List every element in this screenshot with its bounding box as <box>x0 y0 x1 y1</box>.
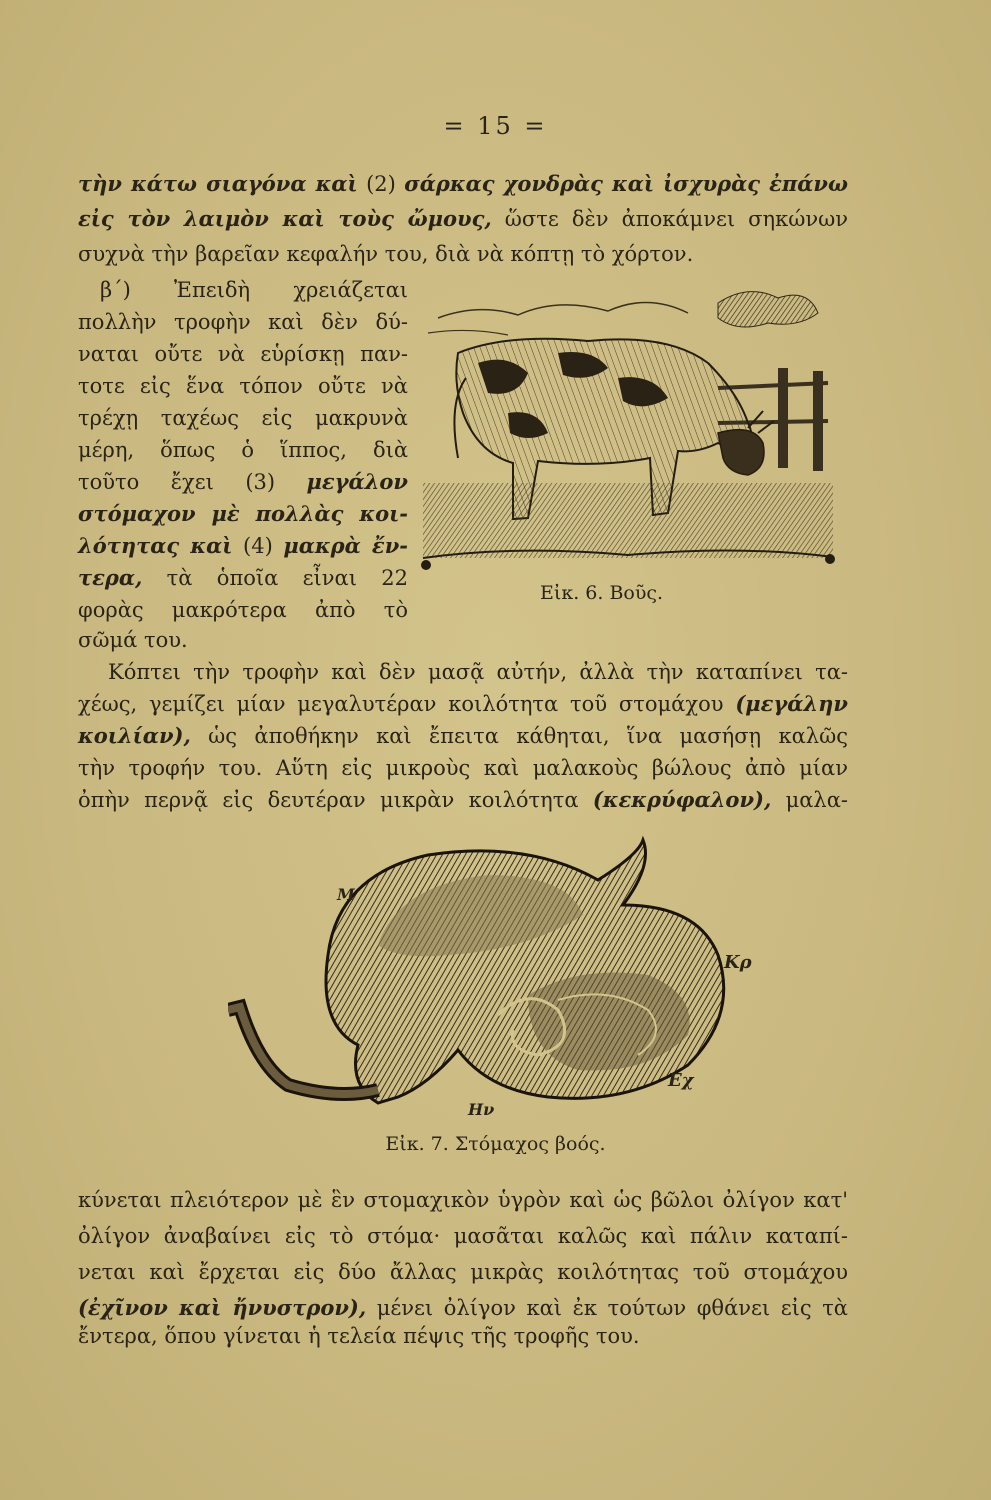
text-line: Κόπτει τὴν τροφὴν καὶ δὲν μασᾷ αὐτήν, ἀλλὰ τὴν καταπίνει τα- <box>108 660 848 684</box>
text-line: ὀλίγον ἀναβαίνει εἰς τὸ στόμα· μασᾶται καλῶς καὶ πάλιν καταπί- <box>78 1224 848 1248</box>
bold-phrase: στόμαχον μὲ πολλὰς κοι- <box>78 501 408 526</box>
bold-phrase: (μεγάλην <box>735 691 848 716</box>
text-span: (2) <box>357 172 405 196</box>
text-line <box>78 500 408 528</box>
figure-label: Μ <box>337 885 355 904</box>
bold-phrase: τερα, <box>78 565 143 590</box>
bold-phrase: κοιλίαν), <box>78 723 191 748</box>
text-line: φορὰς μακρότερα ἀπὸ τὸ <box>78 598 408 622</box>
bold-phrase: τὴν κάτω σιαγόνα καὶ <box>78 171 358 196</box>
text-span: τὰ ὁποῖα εἶναι 22 <box>142 566 408 590</box>
text-line: τὴν τροφήν του. Αὕτη εἰς μικροὺς καὶ μαλακοὺς βώλους ἀπὸ μίαν <box>78 756 848 780</box>
text-line <box>78 564 408 592</box>
text-line: νεται καὶ ἔρχεται εἰς δύο ἄλλας μικρὰς κοιλότητας τοῦ στομάχου <box>78 1260 848 1284</box>
text-line: πολλὴν τροφὴν καὶ δὲν δύ- <box>78 310 408 334</box>
text-span: χέως, γεμίζει μίαν μεγαλυτέραν κοιλότητα τοῦ στομάχου <box>78 692 736 716</box>
figure-caption: Εἰκ. 7. Στόμαχος βοός. <box>385 1133 606 1155</box>
text-span: μαλα- <box>771 788 848 812</box>
bold-phrase: (ἐχῖνον καὶ ἤνυστρον), <box>78 1295 367 1320</box>
figure-label: Εχ <box>668 1070 694 1091</box>
text-line: κύνεται πλειότερον μὲ ἓν στομαχικὸν ὑγρὸν καὶ ὡς βῶλοι ὀλίγον κατ' <box>78 1188 848 1212</box>
text-span: ὡς ἀποθήκην καὶ ἔπειτα κάθηται, ἵνα μασήσῃ καλῶς <box>190 724 848 748</box>
text-line: συχνὰ τὴν βαρεῖαν κεφαλήν του, διὰ νὰ κόπτῃ τὸ χόρτον. <box>78 242 694 266</box>
text-line <box>78 786 848 814</box>
ox-illustration <box>418 283 838 578</box>
bold-phrase: εἰς τὸν λαιμὸν καὶ τοὺς ὤμους, <box>78 206 492 231</box>
bold-phrase: (κεκρύφαλον), <box>592 787 772 812</box>
text-line <box>78 1294 848 1322</box>
text-line <box>78 205 848 233</box>
bold-phrase: σάρκας χονδρὰς καὶ ἰσχυρὰς ἐπάνω <box>404 171 848 196</box>
text-line <box>78 170 848 198</box>
text-line: τοτε εἰς ἕνα τόπον οὔτε νὰ <box>78 374 408 398</box>
text-span: τοῦτο ἔχει (3) <box>78 470 307 494</box>
figure-label: Κρ <box>724 952 752 973</box>
text-line: τρέχῃ ταχέως εἰς μακρυνὰ <box>78 406 408 430</box>
text-span: ὥστε δὲν ἀποκάμνει σηκώνων <box>491 207 848 231</box>
figure-label: Ην <box>468 1100 495 1119</box>
text-line <box>78 690 848 718</box>
text-line <box>78 468 408 496</box>
bold-phrase: μεγάλον <box>306 469 408 494</box>
text-line: β΄) Ἐπειδὴ χρειάζεται <box>100 278 408 302</box>
text-line <box>78 722 848 750</box>
bold-phrase: μακρὰ ἔν- <box>283 533 408 558</box>
text-line <box>78 532 408 560</box>
figure-caption: Εἰκ. 6. Βοῦς. <box>540 582 664 604</box>
text-span: (4) <box>232 534 284 558</box>
bold-phrase: λότητας καὶ <box>78 533 233 558</box>
text-line: σῶμά του. <box>78 628 188 652</box>
text-line: ἔντερα, ὅπου γίνεται ἡ τελεία πέψις τῆς τροφῆς του. <box>78 1324 640 1348</box>
text-line: ναται οὔτε νὰ εὑρίσκῃ παν- <box>78 342 408 366</box>
page-number: = 15 = <box>443 112 548 140</box>
text-span: μένει ὀλίγον καὶ ἐκ τούτων φθάνει εἰς τὰ <box>366 1296 848 1320</box>
text-span: ὀπὴν περνᾷ εἰς δευτέραν μικρὰν κοιλότητα <box>78 788 593 812</box>
text-line: μέρη, ὅπως ὁ ἵππος, διὰ <box>78 438 408 462</box>
